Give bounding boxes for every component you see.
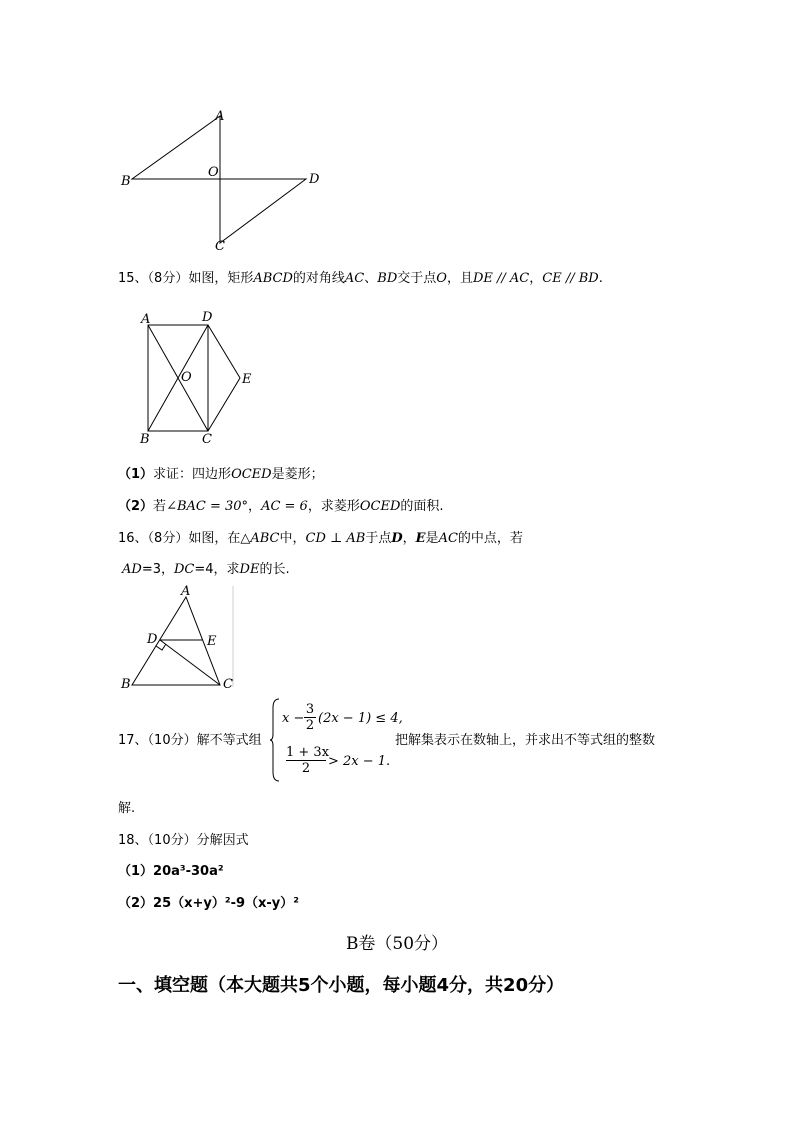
q15-part-2-text-2: ，: [248, 499, 262, 514]
q15-math-ce-bd: CE // BD: [542, 271, 599, 286]
q18-text-1: 分解因式: [196, 833, 249, 848]
ineq2-numerator: 1 + 3x: [286, 745, 330, 760]
q15-math-ac: AC: [344, 271, 365, 286]
q18-part-1-expression: 20a³-30a²: [153, 864, 224, 879]
ineq1-numerator: 3: [305, 702, 315, 717]
q16-text-4: ，: [402, 531, 416, 546]
q15-part-2: [118, 498, 444, 516]
label-c: C: [215, 239, 225, 254]
ineq1-part-b: (2x − 1) ≤ 4,: [318, 711, 403, 726]
ineq1-part-a: x −: [282, 711, 305, 726]
q15-part-2-text-4: 的面积.: [400, 499, 444, 514]
q17-text-3: 解.: [118, 801, 136, 816]
q15-text-1: 如图，矩形: [188, 271, 254, 286]
q15-text-3: 、: [364, 271, 378, 286]
system-brace: [270, 698, 280, 782]
ineq1-fraction: [304, 702, 316, 734]
ineq1-denominator: 2: [305, 718, 315, 733]
q16-text-2: 中，: [279, 531, 306, 546]
q16-score: （8分）: [147, 531, 189, 546]
q18-score: （10分）: [147, 833, 197, 848]
q15-part-2-math-1: ∠BAC = 30°: [166, 499, 249, 514]
q15-math-de-ac: DE // AC: [472, 271, 530, 286]
q15-part-2-text-3: ，求菱形: [307, 499, 360, 514]
q16-math-dc: DC: [173, 562, 195, 577]
q16-line2-text-2: =4，求: [194, 562, 240, 577]
label-e: E: [242, 372, 252, 387]
label-d: D: [309, 172, 320, 187]
q18-part-2-prefix: （2）: [118, 896, 154, 911]
q18-part-2: [118, 895, 299, 913]
q15-part-2-math-2: AC = 6: [261, 499, 308, 514]
label-b: B: [121, 174, 131, 189]
q15-text-6: ，: [529, 271, 543, 286]
q16-stem-line-1: [118, 530, 523, 548]
q15-part-1-math: OCED: [231, 467, 272, 482]
q16-math-de: DE: [239, 562, 260, 577]
section-fill-in-heading: 一、填空题（本大题共5个小题，每小题4分，共20分）: [118, 975, 565, 996]
q18-part-2-expression: 25（x+y）²-9（x-y）²: [153, 896, 299, 911]
q16-number: 16、: [118, 531, 148, 546]
label-c: C: [223, 677, 233, 692]
q17-score: （10分）: [147, 733, 197, 748]
q15-part-2-prefix: （2）: [118, 499, 154, 514]
q15-text-2: 的对角线: [292, 271, 345, 286]
q16-math-triangle: △ABC: [240, 531, 280, 546]
q16-math-ad: AD: [122, 562, 142, 577]
label-a: A: [181, 584, 191, 599]
label-o: O: [181, 370, 192, 385]
q15-math-bd: BD: [377, 271, 398, 286]
q18-number: 18、: [118, 833, 148, 848]
q16-text-3: 于点: [365, 531, 392, 546]
q16-math-perp: CD ⊥ AB: [305, 531, 366, 546]
rhombus-figure: [118, 106, 338, 254]
right-angle-mark: [156, 644, 166, 650]
q17-tail-line-2: [118, 800, 135, 818]
label-a: A: [215, 109, 225, 124]
label-b: B: [140, 432, 150, 447]
segments-de-ec: [208, 325, 240, 431]
q15-part-2-math-3: OCED: [359, 499, 401, 514]
label-a: A: [141, 312, 151, 327]
q18-part-1: [118, 863, 224, 881]
triangle-figure: [118, 584, 238, 694]
q15-part-1-text-1: 求证：四边形: [153, 467, 232, 482]
q16-stem-line-2: [122, 561, 290, 579]
q18-part-1-prefix: （1）: [118, 864, 154, 879]
q16-math-ac: AC: [438, 531, 458, 546]
q15-part-2-text-1: 若: [153, 499, 167, 514]
q15-text-4: 交于点: [397, 271, 437, 286]
section-b-title: B卷（50分）: [345, 934, 449, 954]
q16-line2-text-3: 的长.: [259, 562, 290, 577]
label-d: D: [147, 632, 158, 647]
q17-lead: [118, 732, 262, 750]
q15-number: 15、: [118, 271, 148, 286]
q15-math-abcd: ABCD: [253, 271, 293, 286]
label-b: B: [121, 677, 131, 692]
rectangle-figure: [136, 306, 266, 446]
q16-text-5: 是: [425, 531, 439, 546]
ineq2-fraction: [286, 745, 330, 777]
q17-text-1: 解不等式组: [196, 733, 262, 748]
q17-tail: [395, 732, 655, 750]
label-o: O: [208, 165, 219, 180]
q16-math-e: E: [415, 531, 426, 546]
q16-text-1: 如图，在: [188, 531, 241, 546]
q15-part-1: [118, 466, 324, 484]
label-c: C: [202, 432, 212, 447]
q15-text-5: ，且: [446, 271, 473, 286]
ineq2-denominator: 2: [301, 761, 311, 776]
label-d: D: [202, 310, 213, 325]
q17-text-2: 把解集表示在数轴上，并求出不等式组的整数: [395, 733, 656, 748]
label-e: E: [207, 634, 217, 649]
q15-part-1-prefix: （1）: [118, 467, 154, 482]
q16-text-6: 的中点，若: [457, 531, 523, 546]
q17-number: 17、: [118, 733, 148, 748]
q15-text-7: .: [598, 271, 603, 286]
q15-score: （8分）: [147, 271, 189, 286]
q15-part-1-text-2: 是菱形；: [271, 467, 324, 482]
q15-math-o: O: [436, 271, 447, 286]
q18-stem: [118, 832, 249, 850]
q15-stem: [118, 270, 603, 288]
q16-line2-text-1: =3，: [141, 562, 174, 577]
q16-math-d: D: [391, 531, 403, 546]
ineq2-part-b: > 2x − 1.: [328, 754, 391, 769]
